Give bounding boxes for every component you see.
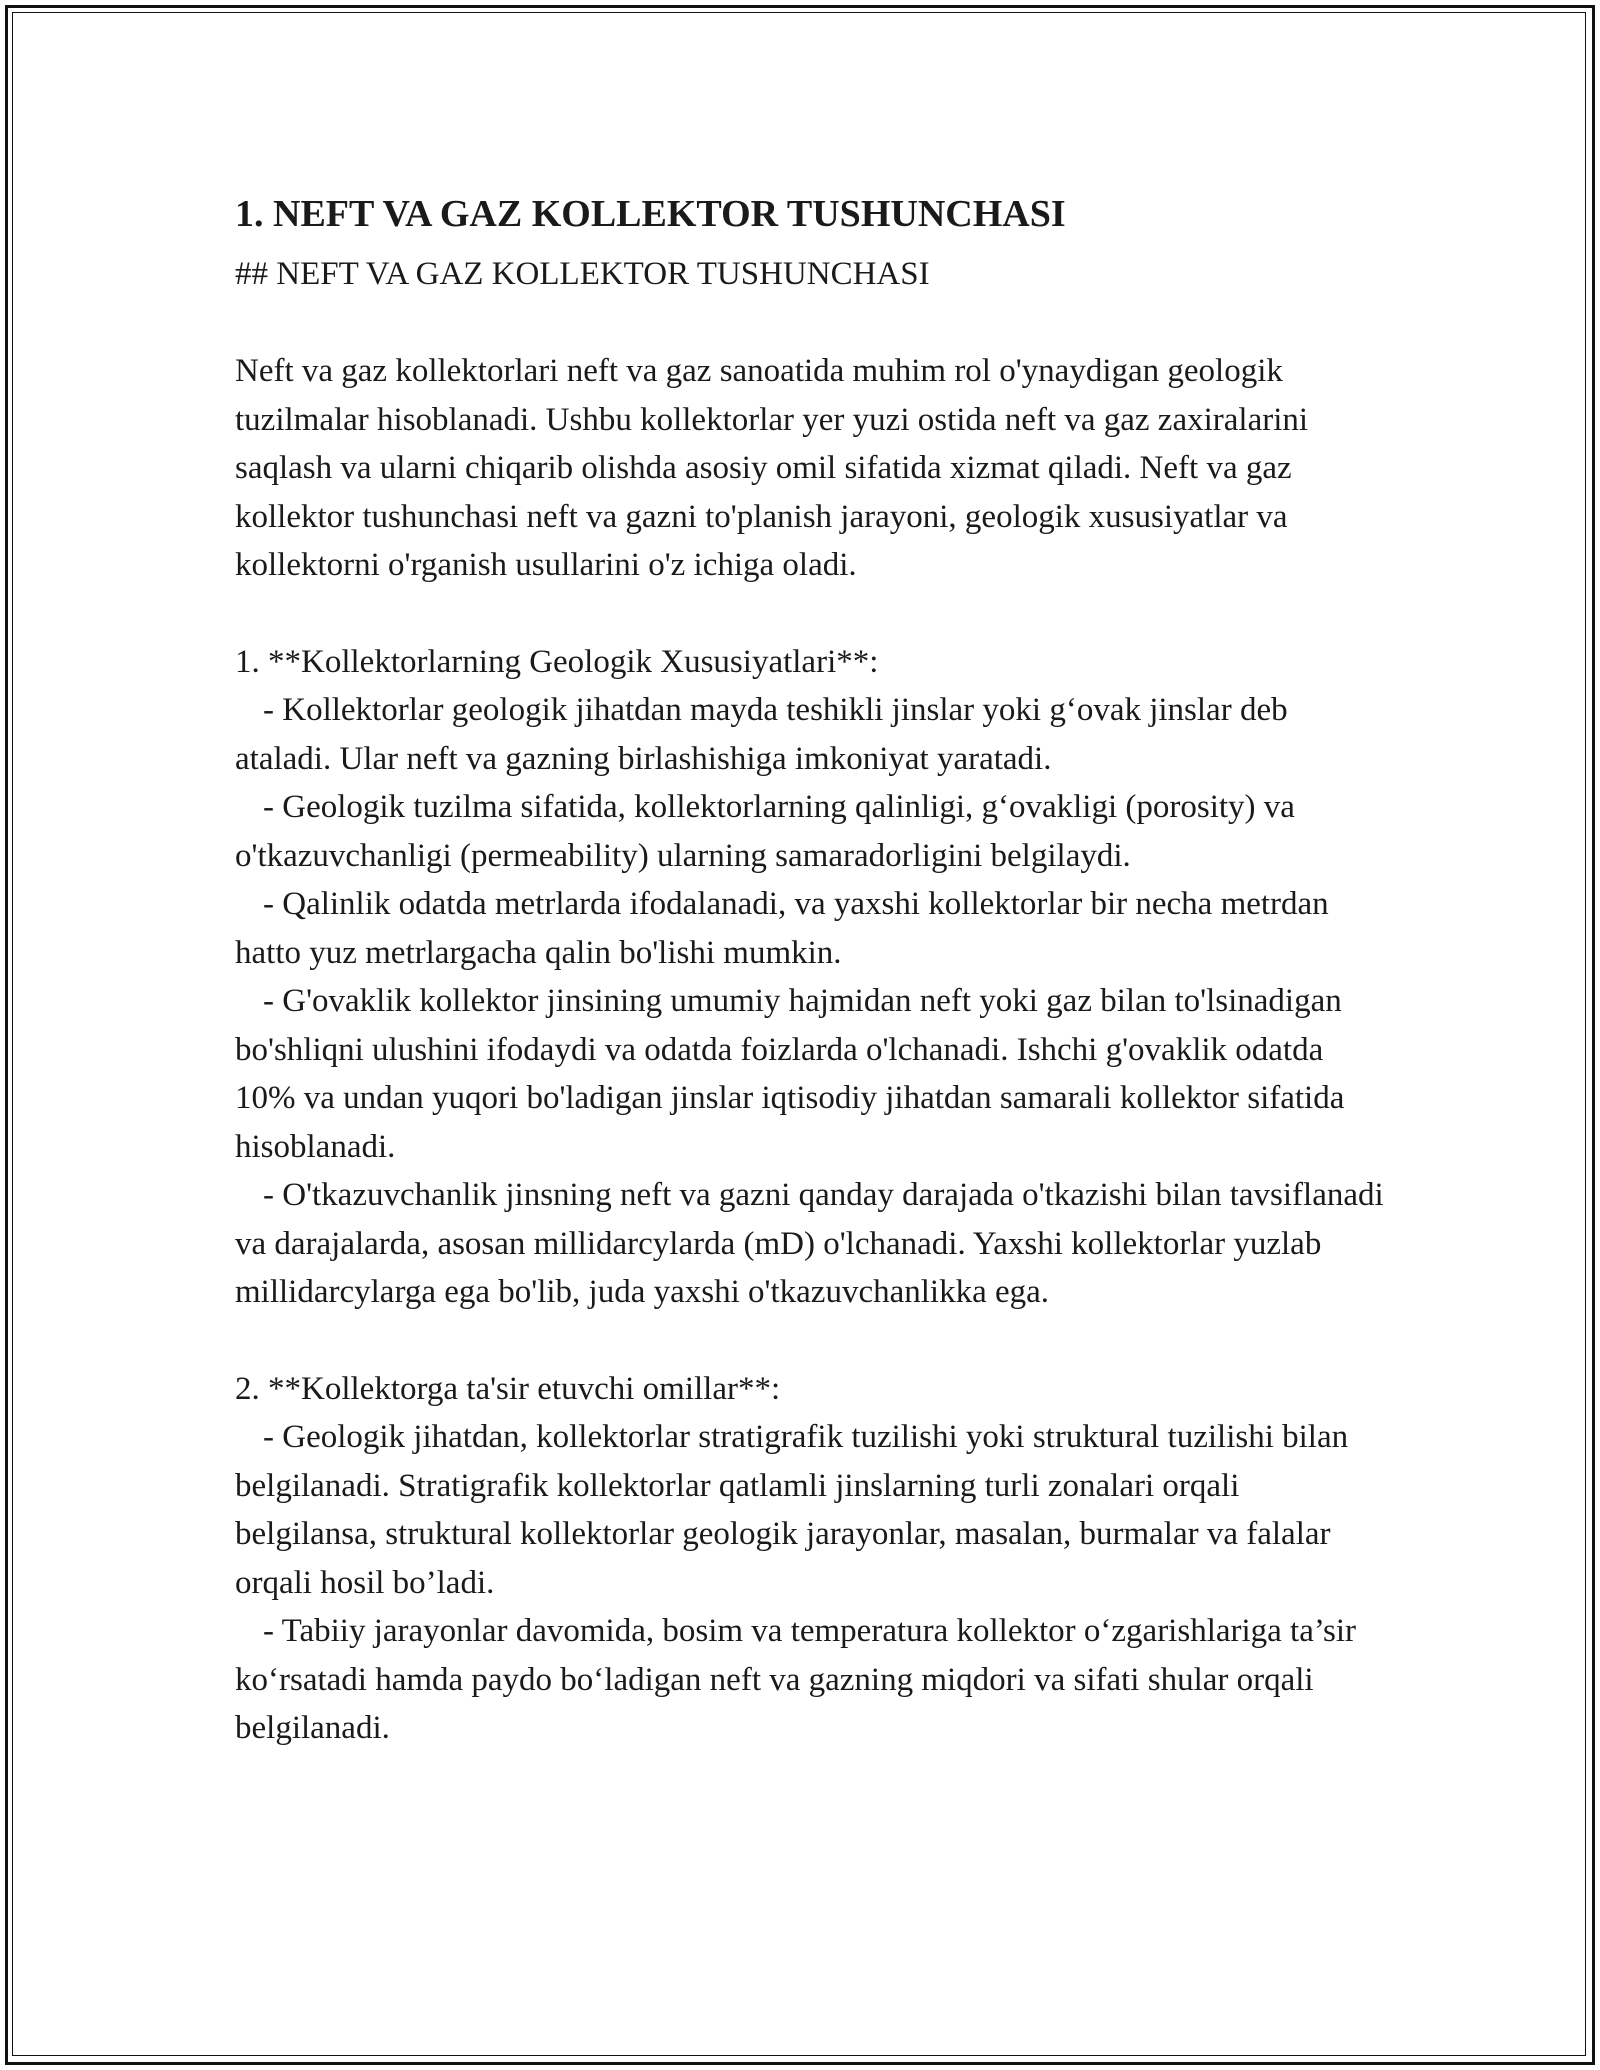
bullet-item: - G'ovaklik kollektor jinsining umumiy hajmidan neft yoki gaz bilan to'lsinadigan bo'shliqni ulushini ifodaydi va odatda foizlarda o'lchanadi. Ishchi g'ovaklik odatda 10% va undan yuqori bo'ladigan jinslar iqtisodiy jihatdan samarali kollektor sifatida hisoblanadi. <box>235 983 1345 1165</box>
bullet-item: - Geologik jihatdan, kollektorlar stratigrafik tuzilishi yoki struktural tuzilishi bilan belgilanadi. Stratigrafik kollektorlar qatlamli jinslarning turli zonalari orqali belgilansa, struktural kollektorlar geologik jarayonlar, masalan, burmalar va falalar orqali hosil bo’ladi. <box>235 1419 1349 1601</box>
bullet-item: - Kollektorlar geologik jihatdan mayda teshikli jinslar yoki g‘ovak jinslar deb ataladi. Ular neft va gazning birlashishiga imkoniyat yaratadi. <box>235 692 1288 777</box>
document-title: 1. NEFT VA GAZ KOLLEKTOR TUSHUNCHASI <box>235 193 1066 235</box>
document-subheading: ## NEFT VA GAZ KOLLEKTOR TUSHUNCHASI <box>235 256 930 292</box>
section-influencing-factors <box>235 1365 1385 1753</box>
intro-paragraph: Neft va gaz kollektorlari neft va gaz sanoatida muhim rol o'ynaydigan geologik tuzilmalar hisoblanadi. Ushbu kollektorlar yer yuzi ostida neft va gaz zaxiralarini saqlash va ularni chiqarib olishda asosiy omil sifatida xizmat qiladi. Neft va gaz kollektor tushunchasi neft va gazni to'planish jarayoni, geologik xususiyatlar va kollektorni o'rganish usullarini o'z ichiga oladi. <box>235 353 1309 583</box>
bullet-item: - Qalinlik odatda metrlarda ifodalanadi, va yaxshi kollektorlar bir necha metrdan hatto yuz metrlargacha qalin bo'lishi mumkin. <box>235 886 1329 971</box>
bullet-item: - O'tkazuvchanlik jinsning neft va gazni qanday darajada o'tkazishi bilan tavsiflanadi va darajalarda, asosan millidarcylarda (mD) o'lchanadi. Yaxshi kollektorlar yuzlab millidarcylarga ega bo'lib, juda yaxshi o'tkazuvchanlikka ega. <box>235 1177 1384 1310</box>
section-heading: 1. **Kollektorlarning Geologik Xususiyatlari**: <box>235 643 879 680</box>
section-heading: 2. **Kollektorga ta'sir etuvchi omillar**: <box>235 1370 781 1407</box>
bullet-item: - Geologik tuzilma sifatida, kollektorlarning qalinligi, g‘ovakligi (porosity) va o'tkazuvchanligi (permeability) ularning samaradorligini belgilaydi. <box>235 789 1295 874</box>
document-body <box>235 188 1385 1753</box>
bullet-item: - Tabiiy jarayonlar davomida, bosim va temperatura kollektor o‘zgarishlariga ta’sir ko‘rsatadi hamda paydo bo‘ladigan neft va gazning miqdori va sifati shular orqali belgilanadi. <box>235 1613 1357 1746</box>
section-geologic-properties <box>235 638 1385 1317</box>
